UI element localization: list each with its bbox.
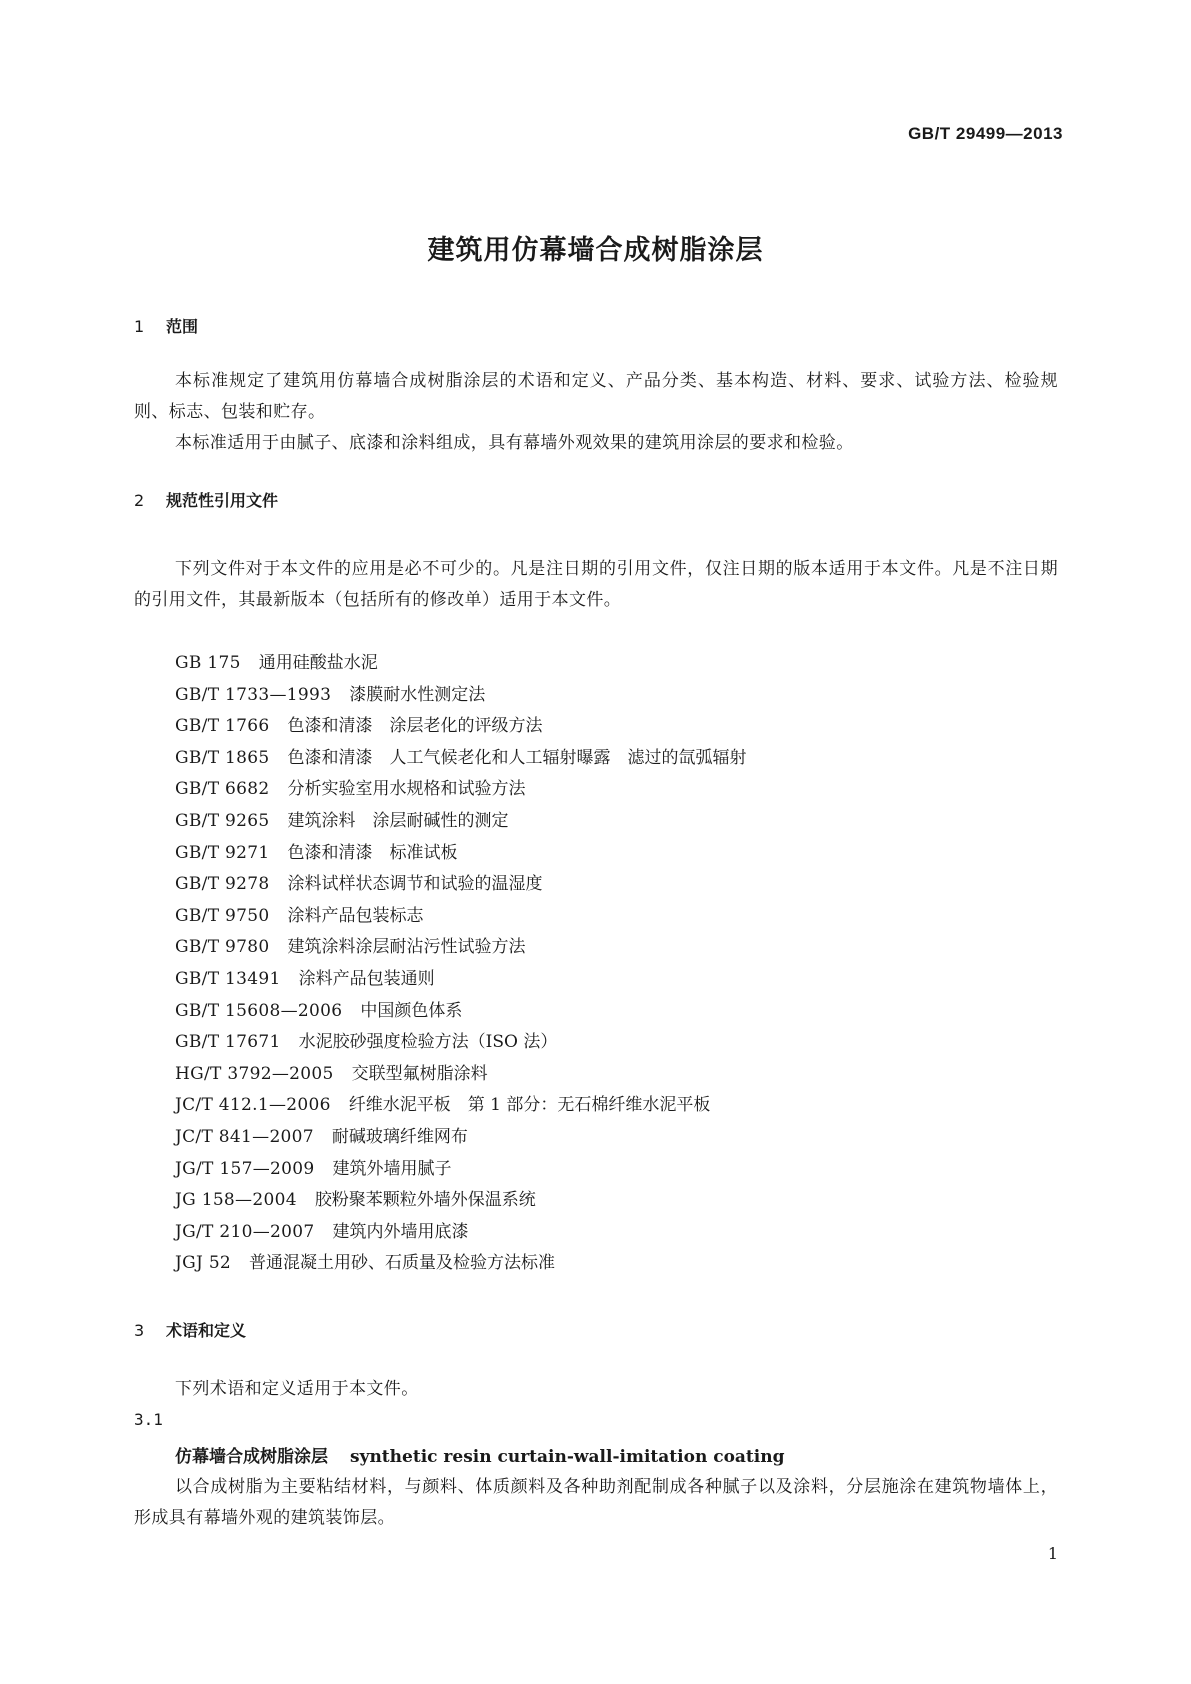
reference-title: 中国颜色体系 [360, 1000, 463, 1021]
reference-item [175, 869, 747, 901]
reference-title: 通用硅酸盐水泥 [258, 653, 378, 673]
reference-title: 交联型氟树脂涂料 [351, 1063, 488, 1084]
reference-code: GB/T 15608—2006 [175, 1000, 343, 1021]
reference-code: JG/T 210—2007 [175, 1221, 315, 1242]
reference-item [175, 901, 747, 933]
section-3-title: 术语和定义 [166, 1321, 247, 1340]
reference-title: 涂料试样状态调节和试验的温湿度 [287, 874, 543, 895]
reference-title: 漆膜耐水性测定法 [349, 684, 486, 705]
page-number: 1 [1047, 1544, 1058, 1563]
section-3-intro: 下列术语和定义适用于本文件。 [175, 1379, 419, 1399]
reference-title: 色漆和清漆 涂层老化的评级方法 [287, 716, 543, 737]
reference-list [175, 648, 747, 1280]
reference-item [175, 711, 747, 743]
reference-item [175, 838, 747, 870]
reference-item [175, 1185, 747, 1217]
section-2-title: 规范性引用文件 [166, 491, 279, 510]
section-1-heading [134, 314, 198, 337]
clause-number: 3.1 [134, 1410, 163, 1429]
reference-item [175, 774, 747, 806]
reference-title: 分析实验室用水规格和试验方法 [287, 779, 526, 800]
reference-item [175, 996, 747, 1028]
reference-title: 色漆和清漆 人工气候老化和人工辐射曝露 滤过的氙弧辐射 [287, 747, 747, 768]
section-2-intro: 下列文件对于本文件的应用是必不可少的。凡是注日期的引用文件，仅注日期的版本适用于本文件。凡是不注日期的引用文件，其最新版本（包括所有的修改单）适用于本文件。 [134, 559, 1058, 610]
section-1-number: 1 [134, 317, 145, 336]
reference-item [175, 1217, 747, 1249]
reference-item [175, 680, 747, 712]
reference-code: GB/T 6682 [175, 779, 270, 800]
reference-item [175, 1122, 747, 1154]
reference-title: 纤维水泥平板 第 1 部分：无石棉纤维水泥平板 [348, 1095, 711, 1116]
reference-code: GB/T 1733—1993 [175, 684, 332, 705]
term-english: synthetic resin curtain-wall-imitation coating [350, 1447, 785, 1467]
reference-code: HG/T 3792—2005 [175, 1063, 334, 1084]
section-2-number: 2 [134, 491, 145, 510]
reference-item [175, 648, 747, 680]
reference-code: GB/T 9278 [175, 874, 270, 895]
section-1-paragraph-2: 本标准适用于由腻子、底漆和涂料组成，具有幕墙外观效果的建筑用涂层的要求和检验。 [175, 433, 854, 453]
term-definition: 以合成树脂为主要粘结材料，与颜料、体质颜料及各种助剂配制成各种腻子以及涂料，分层施涂在建筑物墙体上，形成具有幕墙外观的建筑装饰层。 [134, 1477, 1058, 1528]
document-title: 建筑用仿幕墙合成树脂涂层 [427, 235, 764, 266]
reference-item [175, 743, 747, 775]
reference-code: JC/T 412.1—2006 [175, 1095, 331, 1116]
reference-code: GB/T 9265 [175, 810, 270, 831]
reference-title: 水泥胶砂强度检验方法（ISO 法） [298, 1032, 558, 1053]
reference-item [175, 1027, 747, 1059]
reference-code: GB/T 13491 [175, 968, 281, 989]
reference-item [175, 1248, 747, 1280]
section-1-title: 范围 [166, 317, 199, 336]
reference-title: 建筑涂料涂层耐沾污性试验方法 [287, 937, 526, 958]
reference-code: GB/T 17671 [175, 1032, 281, 1053]
term-chinese: 仿幕墙合成树脂涂层 [175, 1447, 328, 1467]
reference-title: 建筑外墙用腻子 [332, 1158, 452, 1179]
reference-code: JG/T 157—2009 [175, 1158, 315, 1179]
reference-code: JG 158—2004 [175, 1190, 297, 1211]
reference-item [175, 806, 747, 838]
reference-title: 耐碱玻璃纤维网布 [331, 1126, 468, 1147]
reference-item [175, 932, 747, 964]
reference-title: 建筑内外墙用底漆 [332, 1221, 469, 1242]
reference-item [175, 1059, 747, 1091]
reference-code: GB 175 [175, 653, 241, 673]
reference-code: JC/T 841—2007 [175, 1126, 314, 1147]
reference-code: JGJ 52 [175, 1253, 232, 1274]
section-1-paragraph-1: 本标准规定了建筑用仿幕墙合成树脂涂层的术语和定义、产品分类、基本构造、材料、要求、试验方法、检验规则、标志、包装和贮存。 [134, 371, 1058, 422]
term-entry [175, 1442, 785, 1467]
section-2-heading [134, 488, 278, 511]
reference-code: GB/T 9271 [175, 842, 270, 863]
reference-code: GB/T 1766 [175, 716, 270, 737]
reference-item [175, 964, 747, 996]
reference-item [175, 1154, 747, 1186]
reference-title: 建筑涂料 涂层耐碱性的测定 [287, 810, 509, 831]
reference-code: GB/T 9780 [175, 937, 270, 958]
reference-item [175, 1090, 747, 1122]
reference-title: 涂料产品包装标志 [287, 905, 424, 926]
section-3-heading [134, 1318, 246, 1341]
reference-code: GB/T 1865 [175, 747, 270, 768]
reference-title: 普通混凝土用砂、石质量及检验方法标准 [249, 1253, 556, 1274]
reference-title: 色漆和清漆 标准试板 [287, 842, 458, 863]
standard-code: GB/T 29499—2013 [908, 124, 1063, 143]
reference-code: GB/T 9750 [175, 905, 270, 926]
reference-title: 涂料产品包装通则 [298, 968, 435, 989]
reference-title: 胶粉聚苯颗粒外墙外保温系统 [314, 1190, 536, 1211]
section-3-number: 3 [134, 1321, 145, 1340]
